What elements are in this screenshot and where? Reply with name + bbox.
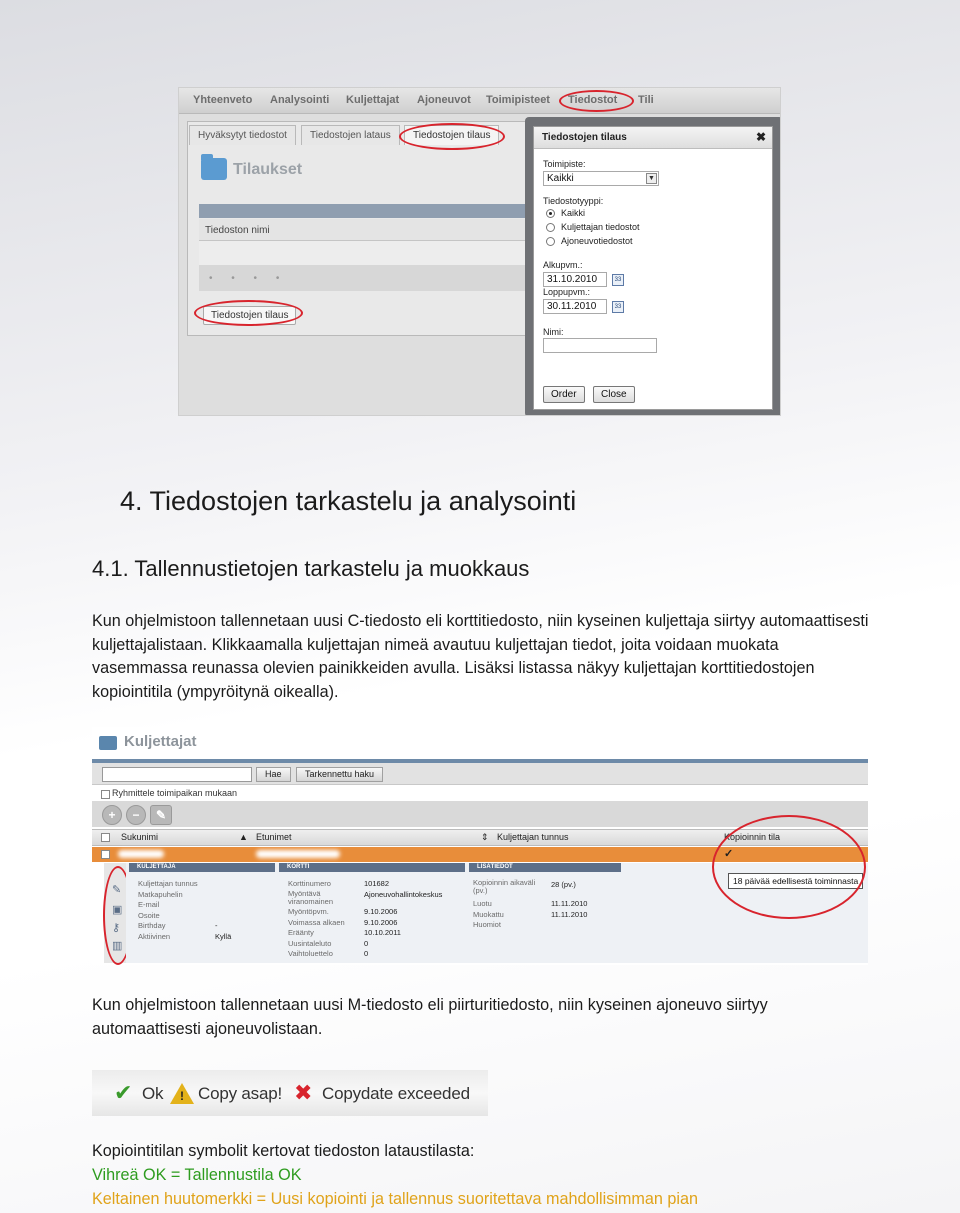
column-kopioinnin-tila[interactable]: Kopioinnin tila <box>724 832 781 842</box>
nav-kuljettajat[interactable]: Kuljettajat <box>346 94 400 106</box>
field-value: Ajoneuvohallintokeskus <box>364 890 443 899</box>
nav-tili[interactable]: Tili <box>638 94 654 106</box>
error-x-icon: ✖ <box>294 1080 313 1105</box>
chevron-down-icon[interactable]: ▼ <box>646 173 657 184</box>
row-checkbox[interactable] <box>101 850 110 859</box>
field-label: Osoite <box>138 910 160 920</box>
status-copy-asap-label: Copy asap! <box>198 1084 282 1103</box>
order-files-button[interactable]: Tiedostojen tilaus <box>203 306 296 325</box>
status-copydate-exceeded-label: Copydate exceeded <box>322 1084 470 1103</box>
close-icon[interactable]: ✖ <box>755 130 766 144</box>
status-ok-label: Ok <box>142 1084 164 1103</box>
dialog-title: Tiedostojen tilaus <box>534 127 772 149</box>
remove-icon[interactable]: − <box>126 805 146 825</box>
radio-ajoneuvotiedostot-label: Ajoneuvotiedostot <box>561 236 633 246</box>
highlight-ring-copy-status <box>712 815 866 919</box>
paragraph-m-file: Kun ohjelmistoon tallennetaan uusi M-tiedosto eli piirturitiedosto, niin kyseinen ajoneuvo siirtyy automaattisesti ajoneuvolistaan. <box>92 996 768 1038</box>
search-button[interactable]: Hae <box>256 767 291 782</box>
search-input[interactable] <box>102 767 252 782</box>
field-label: Birthday <box>138 921 166 930</box>
grid-column-tiedoston-nimi[interactable]: Tiedoston nimi <box>199 219 529 241</box>
field-value: 9.10.2006 <box>364 917 398 927</box>
copy-status-legend-image <box>92 1070 488 1116</box>
field-label: Vaihtoluettelo <box>288 949 333 958</box>
section-heading-4-1: 4.1. Tallennustietojen tarkastelu ja muokkaus <box>92 556 530 581</box>
field-value: Kyllä <box>215 931 232 941</box>
field-value: 11.11.2010 <box>551 909 588 919</box>
nav-yhteenveto[interactable]: Yhteenveto <box>193 94 253 106</box>
radio-ajoneuvotiedostot[interactable] <box>546 237 555 246</box>
calendar-icon[interactable]: 33 <box>612 301 624 313</box>
pencil-icon[interactable]: ✎ <box>112 884 122 896</box>
field-value: 10.10.2011 <box>364 928 401 937</box>
copy-status-check: ✓ <box>724 848 734 860</box>
field-label: Luotu <box>473 899 492 908</box>
folder-icon <box>201 158 227 180</box>
field-value: 28 (pv.) <box>551 880 576 889</box>
highlight-ring-tiedostot <box>559 90 634 112</box>
nav-toimipisteet[interactable]: Toimipisteet <box>486 94 550 106</box>
end-date-label: Loppupvm.: <box>543 287 591 297</box>
section-heading-4: 4. Tiedostojen tarkastelu ja analysointi <box>120 486 577 516</box>
field-label: E-mail <box>138 900 160 909</box>
end-date-input[interactable]: 30.11.2010 <box>543 299 607 314</box>
order-button[interactable]: Order <box>543 386 585 403</box>
field-label: Eräänty <box>288 928 314 937</box>
radio-kaikki[interactable] <box>546 209 555 218</box>
legend-green: Vihreä OK = Tallennustila OK <box>92 1166 302 1184</box>
field-value: 0 <box>364 949 369 958</box>
select-all-checkbox[interactable] <box>101 833 110 842</box>
screenshot-file-order <box>178 87 781 416</box>
field-label: Korttinumero <box>288 879 331 888</box>
order-dialog <box>533 126 773 410</box>
section-kuljettaja: KULJETTAJA <box>129 863 275 872</box>
field-label: Voimassa alkaen <box>288 917 345 927</box>
group-label: Ryhmittele toimipaikan mukaan <box>112 788 238 798</box>
save-icon[interactable]: ▣ <box>112 904 123 916</box>
tab-hyvaksytyt-tiedostot[interactable]: Hyväksytyt tiedostot <box>189 125 296 145</box>
drivers-title: Kuljettajat <box>124 733 197 750</box>
ok-check-icon: ✔ <box>114 1080 133 1105</box>
nav-tiedostot[interactable]: Tiedostot <box>568 94 618 106</box>
top-navigation <box>179 88 781 114</box>
drivers-icon <box>99 736 117 750</box>
field-value: 101682 <box>364 879 390 888</box>
grid-empty-row <box>199 241 529 265</box>
nav-ajoneuvot[interactable]: Ajoneuvot <box>417 94 471 106</box>
edit-icon[interactable]: ✎ <box>150 805 172 825</box>
grid-pager[interactable]: • • • • <box>199 265 529 291</box>
field-label: Huomiot <box>473 920 501 929</box>
panel-title: Tilaukset <box>233 161 303 178</box>
close-button[interactable]: Close <box>593 386 635 403</box>
field-label: Muokattu <box>473 909 504 919</box>
radio-kaikki-label: Kaikki <box>561 208 586 218</box>
field-value: 11.11.2010 <box>551 899 588 908</box>
paragraph-c-file: Kun ohjelmistoon tallennetaan uusi C-tiedosto eli korttitiedosto, niin kyseinen kuljettaja siirtyy automaattisesti kuljettajalistaan. Klikkaamalla kuljettajan nimeä avautuu kuljettajan tiedot, joita voidaan muokata vasemmassa reunassa olevien painikkeiden avulla. Lisäksi listassa näkyy kuljettajan korttitiedostojen kopiointitila (ympyröitynä oikealla). <box>92 612 869 701</box>
redacted-firstname <box>256 850 340 858</box>
field-label: Myöntävä viranomainen <box>288 888 334 906</box>
sort-asc-icon[interactable]: ▲ <box>239 832 248 842</box>
highlight-ring-order-button <box>194 300 303 326</box>
field-label: Matkapuhelin <box>138 889 183 899</box>
start-date-label: Alkupvm.: <box>543 260 583 270</box>
field-value: 0 <box>364 938 369 948</box>
warning-icon-mark: ! <box>180 1089 184 1103</box>
trash-icon[interactable]: ▥ <box>112 940 123 952</box>
field-value: 9.10.2006 <box>364 907 398 916</box>
redacted-surname <box>118 850 164 858</box>
column-kuljettajan-tunnus[interactable]: Kuljettajan tunnus <box>497 832 569 842</box>
section-lisatiedot: LISÄTIEDOT <box>469 863 621 872</box>
nav-analysointi[interactable]: Analysointi <box>270 94 330 106</box>
calendar-icon[interactable]: 33 <box>612 274 624 286</box>
field-label: Myöntöpvm. <box>288 907 329 916</box>
file-type-label: Tiedostotyyppi: <box>543 196 604 206</box>
name-label: Nimi: <box>543 327 564 337</box>
field-label: Aktiivinen <box>138 931 171 941</box>
toimipiste-value: Kaikki <box>547 173 574 184</box>
copy-status-tooltip: 18 päivää edellisestä toiminnasta <box>728 873 863 889</box>
sort-icon[interactable]: ⇕ <box>481 832 489 842</box>
legend-yellow: Keltainen huutomerkki = Uusi kopiointi ja tallennus suoritettava mahdollisimman pian <box>92 1190 699 1208</box>
screenshot-drivers <box>92 727 868 965</box>
toimipiste-select[interactable] <box>543 171 659 186</box>
column-etunimet[interactable]: Etunimet <box>256 832 292 842</box>
section-kortti: KORTTI <box>279 863 465 872</box>
field-value: - <box>215 921 218 930</box>
toimipiste-label: Toimipiste: <box>543 159 586 169</box>
grid-header <box>199 204 529 218</box>
key-icon[interactable]: ⚷ <box>112 922 121 934</box>
tab-tiedostojen-tilaus[interactable]: Tiedostojen tilaus <box>404 125 499 145</box>
add-icon[interactable]: + <box>102 805 122 825</box>
field-label: Kopioinnin aikaväli (pv.) <box>473 878 536 895</box>
advanced-search-button[interactable]: Tarkennettu haku <box>296 767 383 782</box>
highlight-ring-tab <box>399 123 505 150</box>
start-date-input[interactable]: 31.10.2010 <box>543 272 607 287</box>
field-label: Kuljettajan tunnus <box>138 879 198 888</box>
radio-kuljettajan-tiedostot[interactable] <box>546 223 555 232</box>
legend-intro: Kopiointitilan symbolit kertovat tiedoston lataustilasta: <box>92 1142 475 1160</box>
radio-kuljettajan-tiedostot-label: Kuljettajan tiedostot <box>561 222 640 232</box>
tab-tiedostojen-lataus[interactable]: Tiedostojen lataus <box>301 125 400 145</box>
field-label: Uusintaleluto <box>288 938 332 948</box>
name-input[interactable] <box>543 338 657 353</box>
column-sukunimi[interactable]: Sukunimi <box>121 832 159 842</box>
